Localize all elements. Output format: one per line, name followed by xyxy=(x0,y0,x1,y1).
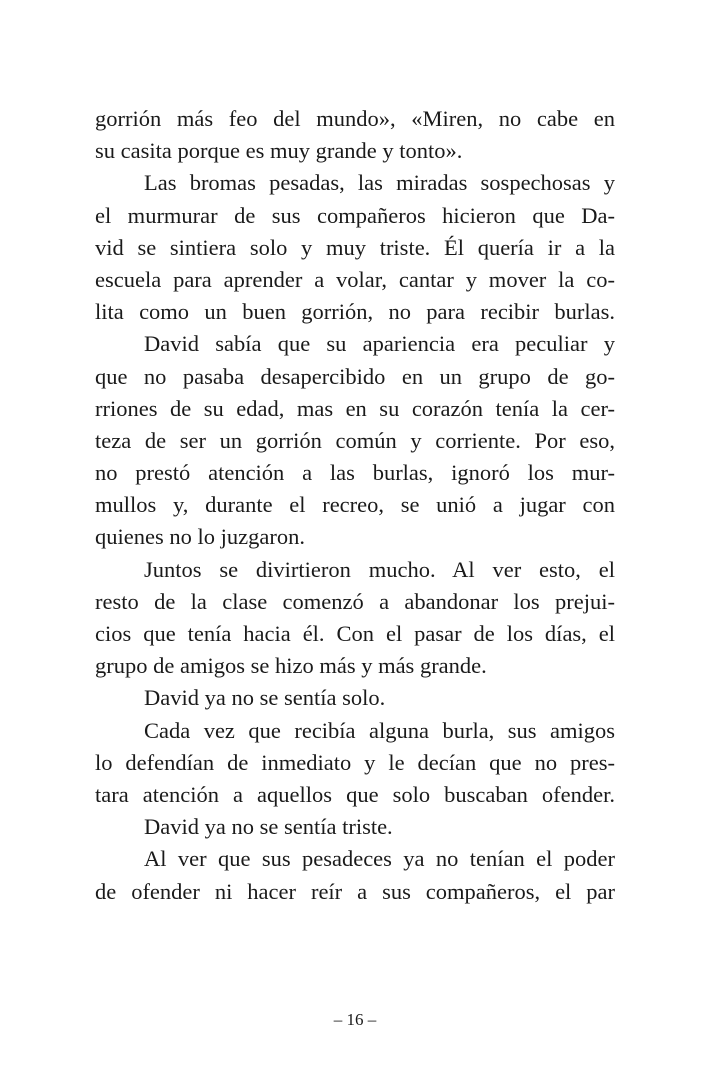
text-line: Cada vez que recibía alguna burla, sus amigos xyxy=(144,717,615,743)
text-line: lita como un buen gorrión, no para recibir burlas. xyxy=(95,299,615,325)
text-line: vid se sintiera solo y muy triste. Él quería ir a la xyxy=(95,234,615,260)
text-line: el murmurar de sus compañeros hicieron que Da- xyxy=(95,202,615,228)
text-line: grupo de amigos se hizo más y más grande. xyxy=(95,653,487,679)
text-line: David sabía que su apariencia era peculiar y xyxy=(144,331,615,357)
paragraph xyxy=(95,167,615,328)
text-line: Juntos se divirtieron mucho. Al ver esto, el xyxy=(144,556,615,582)
page-number: – 16 – xyxy=(333,1010,377,1029)
text-line: cios que tenía hacia él. Con el pasar de los días, el xyxy=(95,621,615,646)
text-line: su casita porque es muy grande y tonto». xyxy=(95,138,463,164)
paragraph xyxy=(95,682,615,714)
text-line: Al ver que sus pesadeces ya no tenían el poder xyxy=(144,846,615,872)
text-line: de ofender ni hacer reír a sus compañeros, el par xyxy=(95,878,615,904)
paragraph xyxy=(95,811,615,843)
text-line: quienes no lo juzgaron. xyxy=(95,524,305,550)
text-line: teza de ser un gorrión común y corriente. Por eso, xyxy=(95,427,615,453)
text-line: David ya no se sentía triste. xyxy=(144,814,393,840)
text-line: rriones de su edad, mas en su corazón tenía la cer- xyxy=(95,395,615,421)
text-line: escuela para aprender a volar, cantar y mover la co- xyxy=(95,266,615,292)
paragraph xyxy=(95,103,615,167)
text-line: Las bromas pesadas, las miradas sospechosas y xyxy=(144,170,615,196)
text-line: tara atención a aquellos que solo buscaban ofender. xyxy=(95,781,615,807)
text-line: que no pasaba desapercibido en un grupo de go- xyxy=(95,363,615,389)
text-line: David ya no se sentía solo. xyxy=(144,685,386,711)
text-line: resto de la clase comenzó a abandonar los prejui- xyxy=(95,588,615,614)
paragraph xyxy=(95,715,615,812)
text-line: mullos y, durante el recreo, se unió a jugar con xyxy=(95,492,615,518)
text-line: gorrión más feo del mundo», «Miren, no cabe en xyxy=(95,106,615,131)
paragraph xyxy=(95,843,615,907)
page-body xyxy=(95,103,615,908)
text-line: lo defendían de inmediato y le decían que no pres- xyxy=(95,749,615,775)
paragraph xyxy=(95,328,615,553)
paragraph xyxy=(95,554,615,683)
text-line: no prestó atención a las burlas, ignoró los mur- xyxy=(95,460,615,486)
